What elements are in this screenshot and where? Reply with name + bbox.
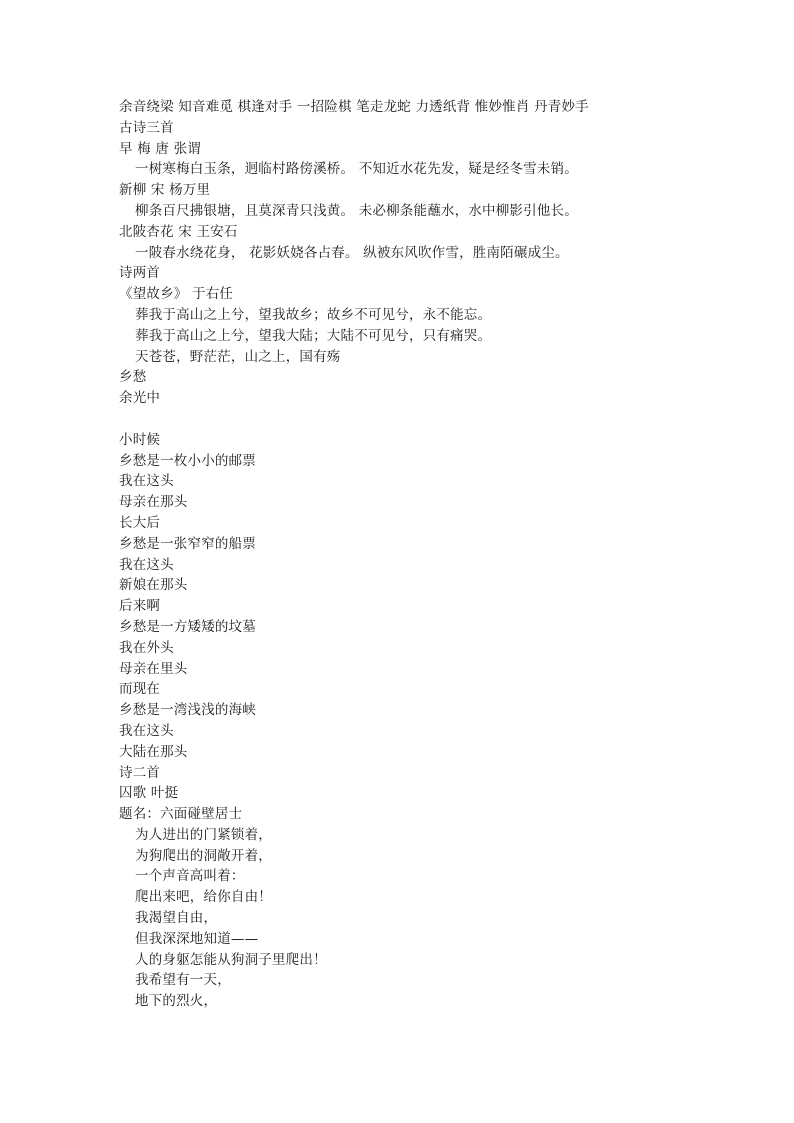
- poem-line: 母亲在那头: [119, 494, 188, 511]
- poem-heading-hometown: 《望故乡》 于右任: [119, 286, 234, 303]
- poem-line: 一个声音高叫着：: [135, 868, 245, 885]
- section-title-ancient-poems: 古诗三首: [119, 119, 174, 136]
- poem-line: 长大后: [119, 514, 161, 531]
- poem-line: 人的身躯怎能从狗洞子里爬出！: [135, 951, 327, 968]
- poem-line: 柳条百尺拂银塘，且莫深青只浅黄。 未必柳条能蘸水，水中柳影引他长。: [135, 202, 578, 219]
- poem-author: 余光中: [119, 390, 161, 407]
- poem-line: 天苍苍，野茫茫，山之上，国有殇: [135, 348, 341, 365]
- poem-heading-early-plum: 早 梅 唐 张谓: [119, 140, 201, 157]
- poem-line: 我在这头: [119, 473, 174, 490]
- poem-line: 而现在: [119, 681, 161, 698]
- poem-line: 爬出来吧，给你自由！: [135, 889, 272, 906]
- poem-line: 乡愁是一方矮矮的坟墓: [119, 618, 256, 635]
- poem-line: 葬我于高山之上兮，望我故乡；故乡不可见兮，永不能忘。: [135, 306, 492, 323]
- poem-line: 我在这头: [119, 722, 174, 739]
- poem-line: 新娘在那头: [119, 577, 188, 594]
- poem-line: 为人进出的门紧锁着，: [135, 826, 272, 843]
- poem-line: 地下的烈火，: [135, 993, 218, 1010]
- poem-heading-new-willow: 新柳 宋 杨万里: [119, 182, 211, 199]
- poem-line: 一陂春水绕花身， 花影妖娆各占春。 纵被东风吹作雪，胜南陌碾成尘。: [135, 244, 569, 261]
- section-title-poems-two: 诗二首: [119, 764, 161, 781]
- poem-line: 一树寒梅白玉条，迥临村路傍溪桥。 不知近水花先发，疑是经冬雪未销。: [135, 161, 578, 178]
- poem-line: 乡愁是一枚小小的邮票: [119, 452, 256, 469]
- poem-line: 但我深深地知道——: [135, 930, 259, 947]
- poem-heading-prison-song: 囚歌 叶挺: [119, 785, 179, 802]
- poem-line: 为狗爬出的洞敞开着，: [135, 847, 272, 864]
- poem-line: 我在这头: [119, 556, 174, 573]
- poem-line: 小时候: [119, 431, 161, 448]
- idioms-line: 余音绕梁 知音难觅 棋逢对手 一招险棋 笔走龙蛇 力透纸背 惟妙惟肖 丹青妙手: [119, 99, 589, 115]
- poem-line: 母亲在里头: [119, 660, 188, 677]
- blank-line: [119, 409, 759, 430]
- poem-line: 乡愁是一张窄窄的船票: [119, 535, 256, 552]
- document-page: [119, 97, 759, 1012]
- poem-line: 我在外头: [119, 639, 174, 656]
- poem-line: 葬我于高山之上兮，望我大陆；大陆不可见兮，只有痛哭。: [135, 327, 492, 344]
- poem-line: 后来啊: [119, 598, 161, 615]
- poem-subtitle: 题名：六面碰壁居士: [119, 806, 243, 823]
- poem-line: 我渴望自由，: [135, 910, 218, 927]
- poem-line: 我希望有一天，: [135, 972, 231, 989]
- poem-line: 乡愁是一湾浅浅的海峡: [119, 702, 256, 719]
- poem-line: 大陆在那头: [119, 743, 188, 760]
- poem-heading-apricot: 北陂杏花 宋 王安石: [119, 223, 238, 240]
- poem-title-nostalgia: 乡愁: [119, 369, 147, 386]
- section-title-two-poems: 诗两首: [119, 265, 161, 282]
